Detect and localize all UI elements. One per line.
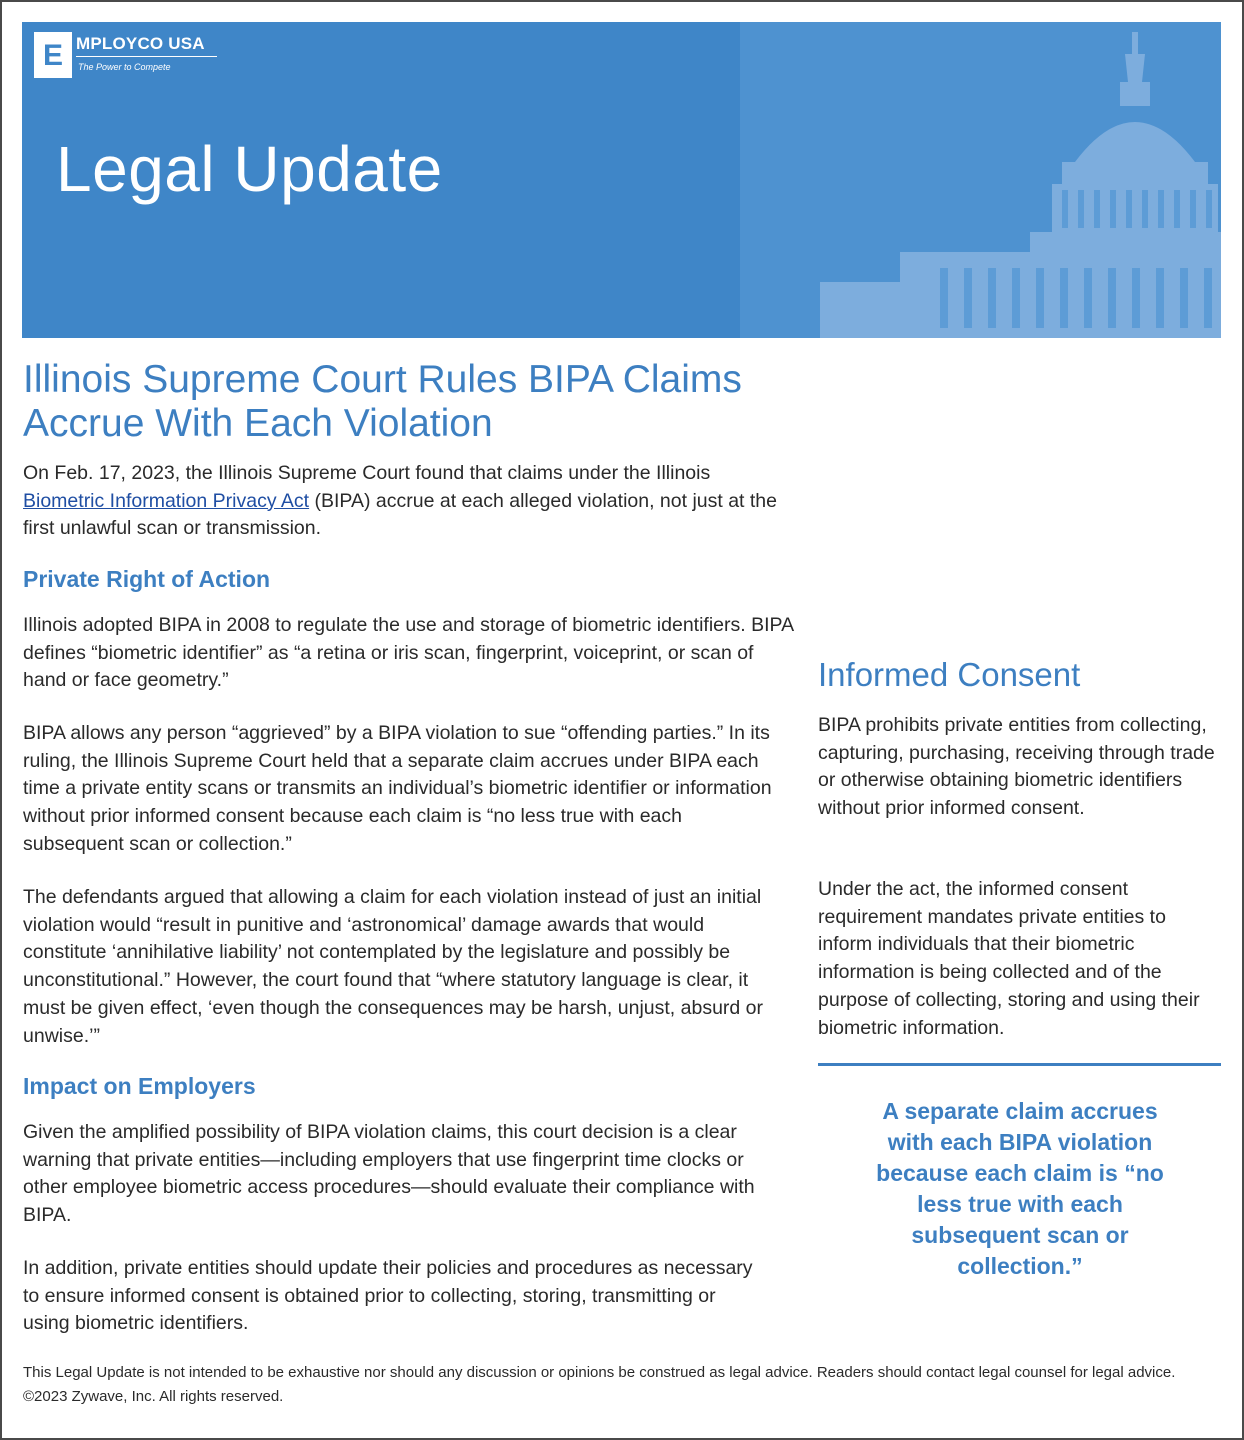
bipa-act-link[interactable]: Biometric Information Privacy Act <box>23 489 310 512</box>
logo-divider <box>76 56 217 57</box>
section2-paragraph-1: Given the amplified possibility of BIPA violation claims, this court decision is a clear warning that private entities—including employers that use fingerprint time clocks or other employee biometric access procedures—should evaluate their compliance with BIPA. <box>23 1121 755 1227</box>
footer-disclaimer: This Legal Update is not intended to be exhaustive nor should any discussion or opinions be construed as legal advice. Readers should contact legal counsel for legal advice. ©2023 Zywave, Inc. All rights reserved. <box>23 1364 1176 1405</box>
article-headline: Illinois Supreme Court Rules BIPA Claims Accrue With Each Violation <box>23 358 742 445</box>
intro-text-end: (BIPA) accrue at each alleged violation, not just at the first unlawful scan or transmission. <box>23 489 777 539</box>
section2-paragraph-2: In addition, private entities should update their policies and procedures as necessary to ensure informed consent is obtained prior to collecting, storing, transmitting or using biometric identifiers. <box>23 1257 753 1335</box>
logo-tagline: The Power to Compete <box>78 62 171 72</box>
logo-letter-badge: E <box>34 32 72 78</box>
header-banner <box>22 22 1221 338</box>
logo-company-name: MPLOYCO USA <box>76 34 205 53</box>
section1-paragraph-1: Illinois adopted BIPA in 2008 to regulate the use and storage of biometric identifiers. BIPA defines “biometric identifier” as “a retina or iris scan, fingerprint, voiceprint, or scan of hand or face geometry.” <box>23 614 794 692</box>
sidebar-divider <box>818 1063 1221 1066</box>
sidebar-heading: Informed Consent <box>818 656 1081 693</box>
banner-title: Legal Update <box>56 133 443 205</box>
intro-text-start: On Feb. 17, 2023, the Illinois Supreme Court found that claims under the Illinois <box>23 462 711 484</box>
section1-paragraph-3: The defendants argued that allowing a claim for each violation instead of just an initial violation would “result in punitive and ‘astronomical’ damage awards that would constitute ‘annihilative liability’ not contemplated by the legislature and possibly be unconstitutional.” However, the court found that “where statutory language is clear, it must be given effect, ‘even though the consequences may be harsh, unjust, absurd or unwise.’” <box>23 886 764 1047</box>
sidebar-paragraph-2: Under the act, the informed consent requirement mandates private entities to inform individuals that their biometric information is being collected and of the purpose of collecting, storing and using their biometric information. <box>818 878 1200 1039</box>
pull-quote: A separate claim accrues with each BIPA violation because each claim is “no less true with each subsequent scan or collection.” <box>876 1098 1164 1279</box>
sidebar-paragraph-1: BIPA prohibits private entities from collecting, capturing, purchasing, receiving through trade or otherwise obtaining biometric identifiers without prior informed consent. <box>818 714 1215 820</box>
intro-paragraph <box>23 460 783 543</box>
capitol-dome-icon <box>740 22 1221 338</box>
section-heading-private-right: Private Right of Action <box>23 566 271 592</box>
section1-paragraph-2: BIPA allows any person “aggrieved” by a BIPA violation to sue “offending parties.” In its ruling, the Illinois Supreme Court held that a separate claim accrues under BIPA each time a private entity scans or transmits an individual’s biometric identifier or information without prior informed consent because each claim is “no less true with each subsequent scan or collection.” <box>23 722 772 855</box>
section-heading-impact: Impact on Employers <box>23 1073 256 1099</box>
